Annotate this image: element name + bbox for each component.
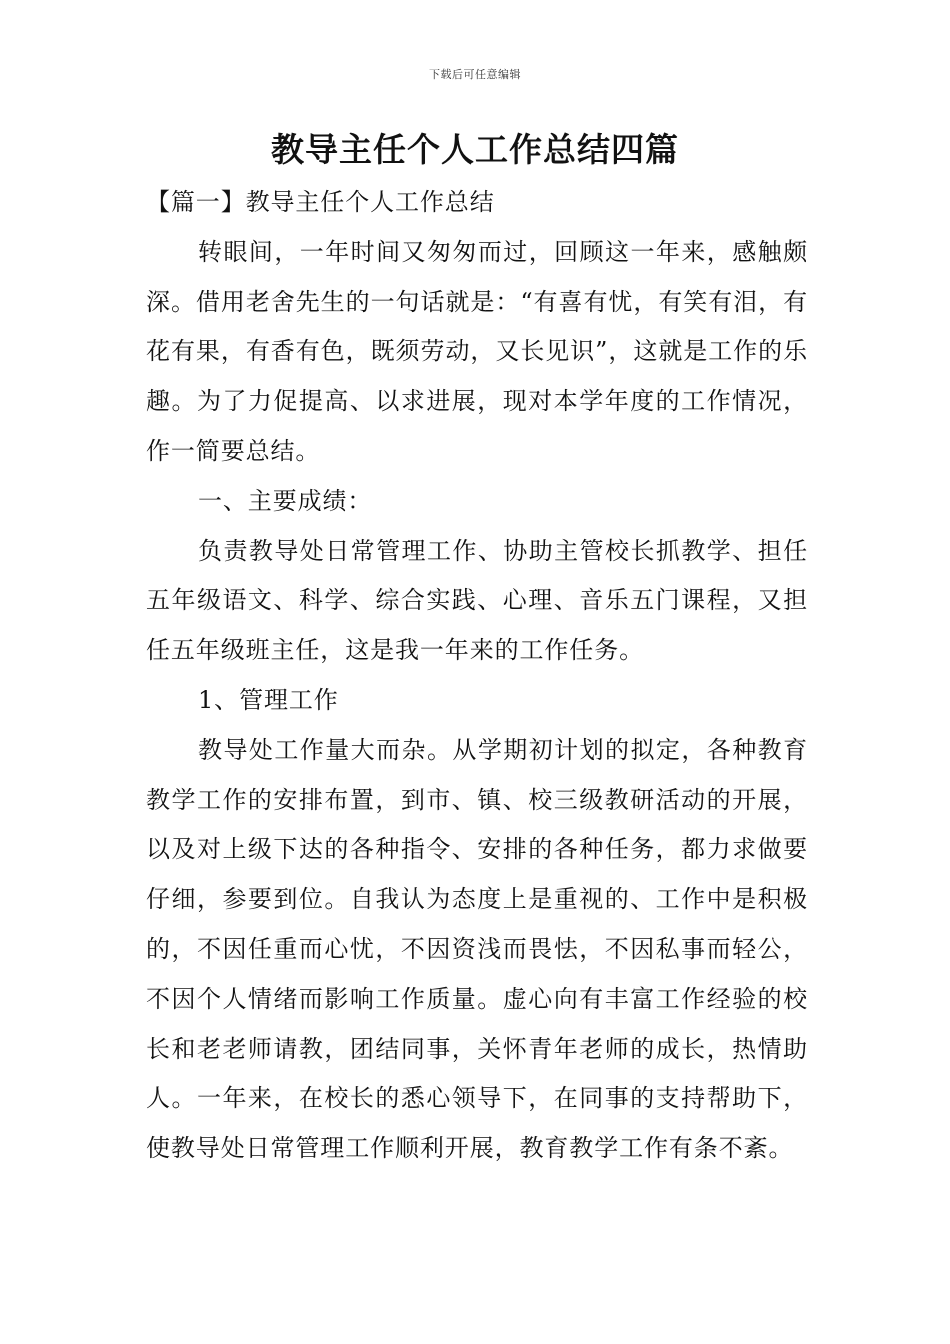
paragraph-management: 教导处工作量大而杂。从学期初计划的拟定，各种教育教学工作的安排布置，到市、镇、校三级教研活动的开展，以及对上级下达的各种指令、安排的各种任务，都力求做要仔细，参要到位。自我认为态度上是重视的、工作中是积极的，不因任重而心忧，不因资浅而畏怯，不因私事而轻公，不因个人情绪而影响工作质量。虚心向有丰富工作经验的校长和老老师请教，团结同事，关怀青年老师的成长，热情助人。一年来，在校长的悉心领导下，在同事的支持帮助下，使教导处日常管理工作顺利开展，教育教学工作有条不紊。 xyxy=(146,735,808,1163)
header-note: 下载后可任意编辑 xyxy=(429,68,521,81)
document-title: 教导主任个人工作总结四篇 xyxy=(271,130,679,169)
paragraph-duties: 负责教导处日常管理工作、协助主管校长抓教学、担任五年级语文、科学、综合实践、心理、音乐五门课程，又担任五年级班主任，这是我一年来的工作任务。 xyxy=(146,536,808,665)
paragraph-intro: 转眼间，一年时间又匆匆而过，回顾这一年来，感触颇深。借用老舍先生的一句话就是：“有喜有忧，有笑有泪，有花有果，有香有色，既须劳动，又长见识”，这就是工作的乐趣。为了力促提高、以求进展，现对本学年度的工作情况，作一简要总结。 xyxy=(146,237,808,465)
heading-main-achievements: 一、主要成绩： xyxy=(198,486,373,515)
section-title: 【篇一】教导主任个人工作总结 xyxy=(146,188,495,216)
heading-management-work: 1、管理工作 xyxy=(198,685,339,714)
document-body xyxy=(146,178,808,1174)
